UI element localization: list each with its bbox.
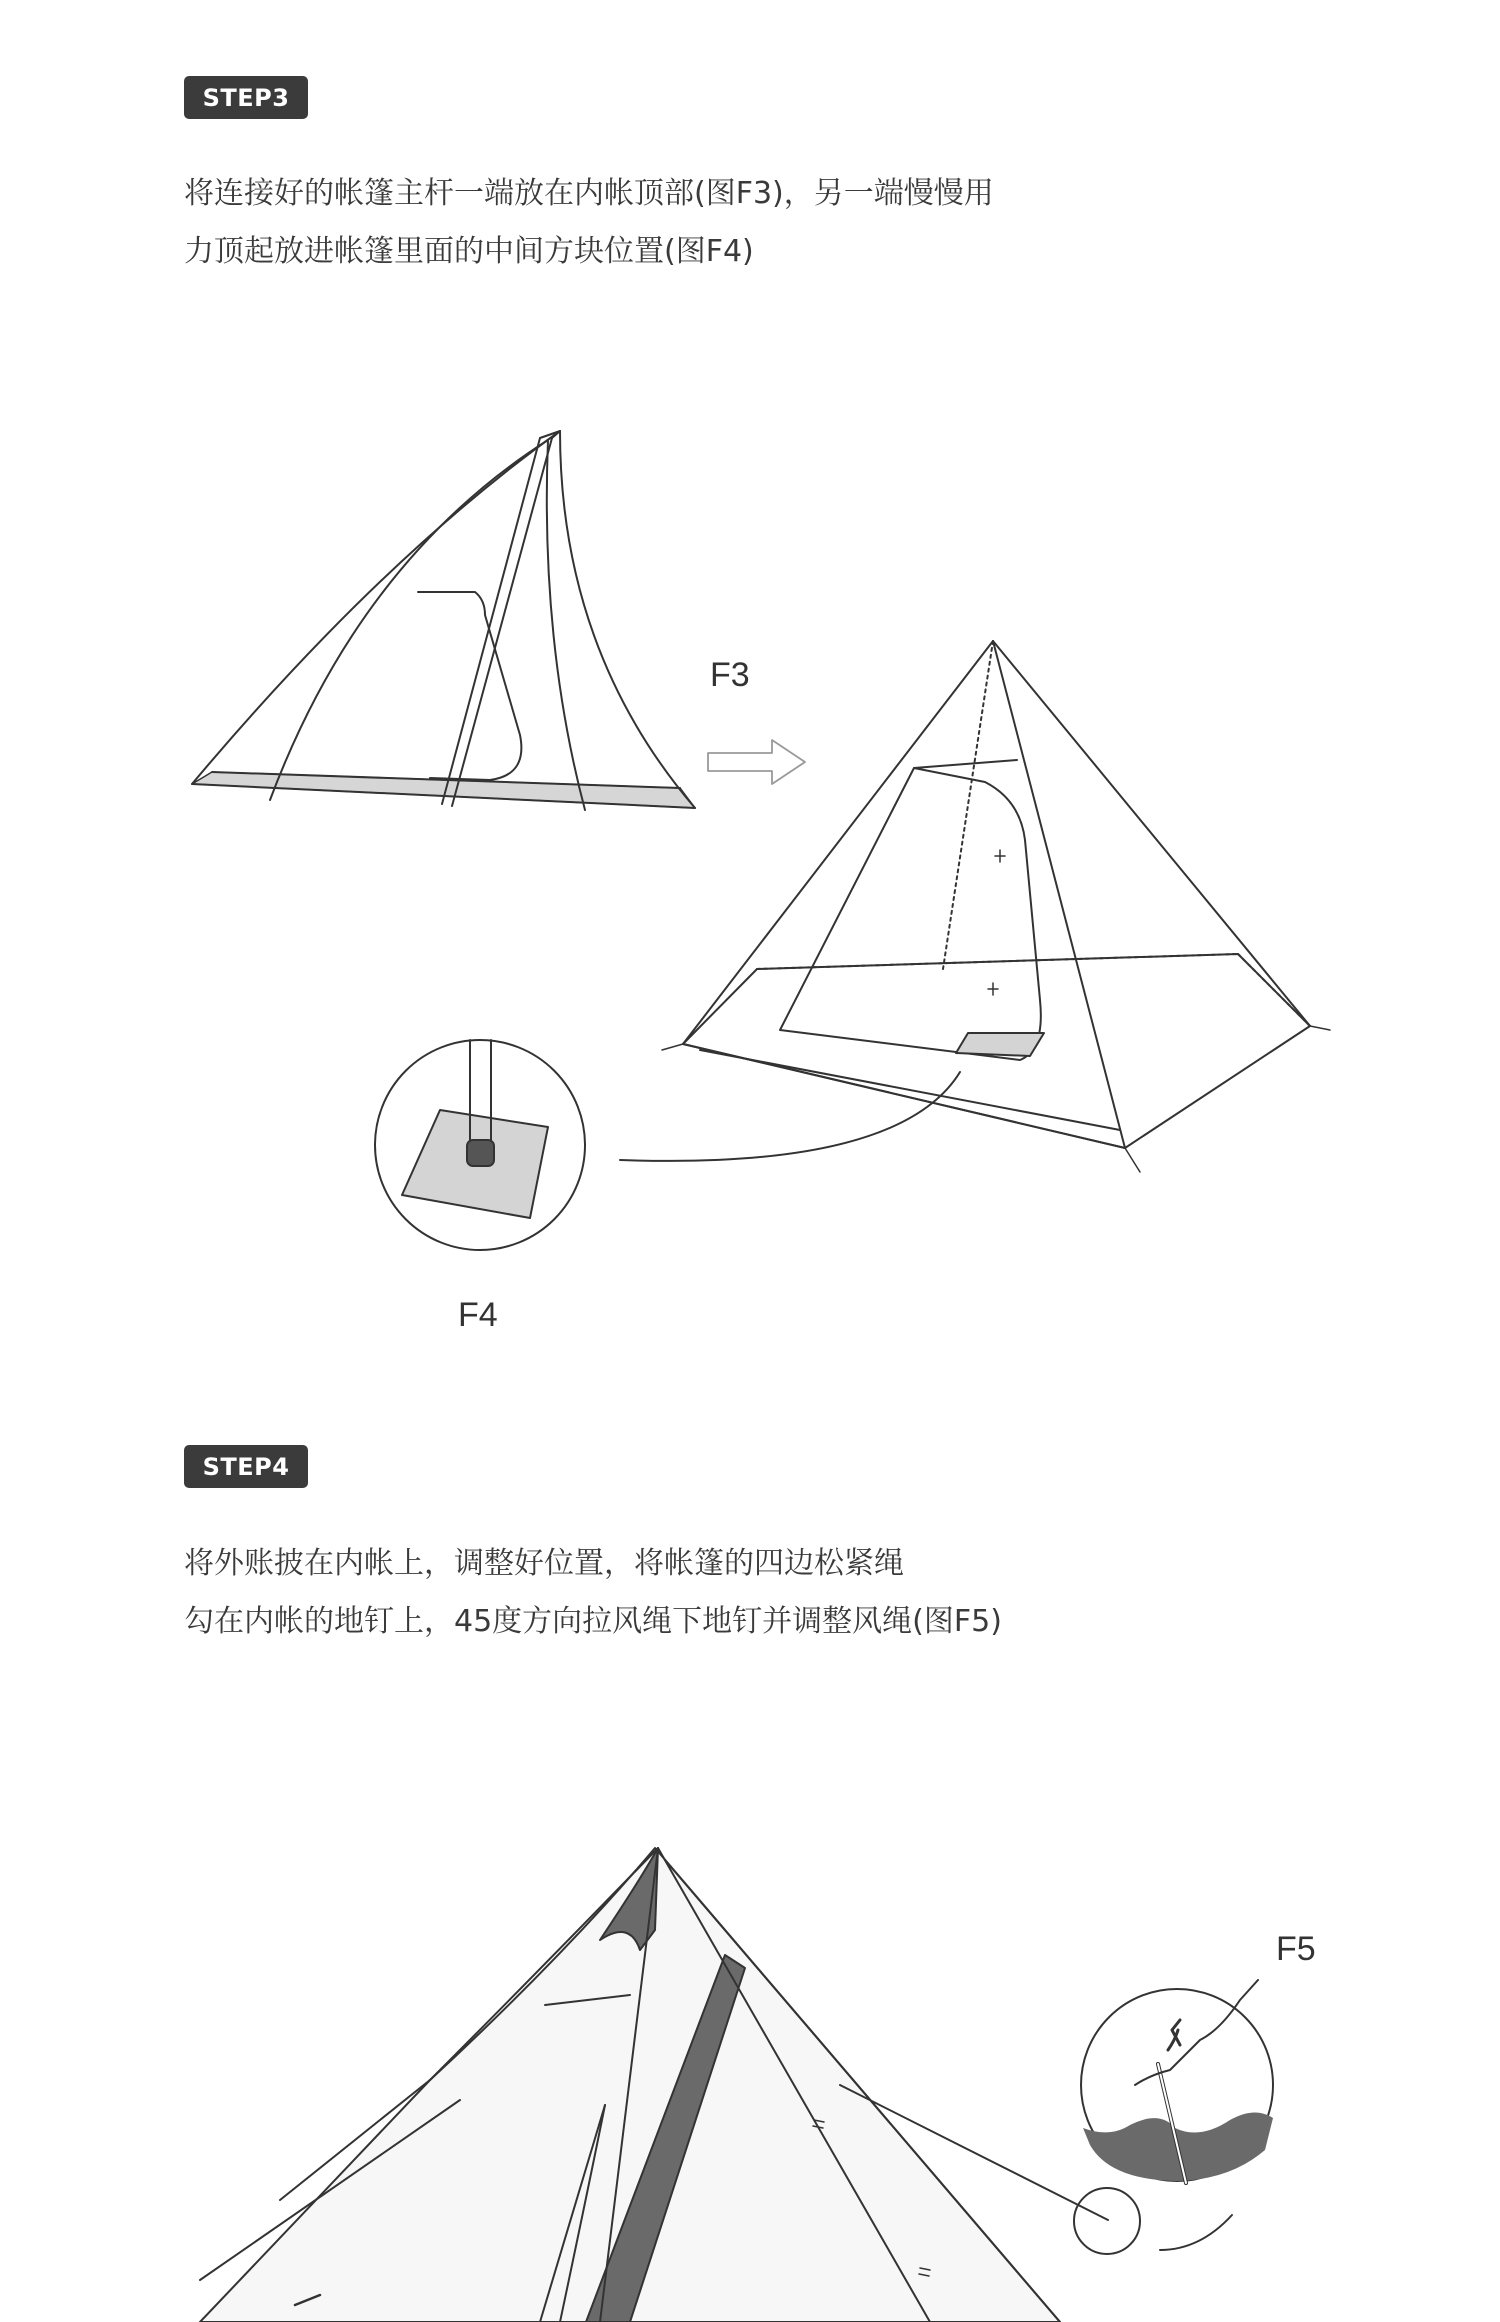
step3-badge: STEP3: [184, 76, 308, 119]
figure-label-f3: F3: [710, 656, 750, 694]
step4-badge: STEP4: [184, 1445, 308, 1488]
guy-rope-stake-detail-diagram: [1074, 1980, 1273, 2254]
step4-line-2: 勾在内帐的地钉上，45度方向拉风绳下地钉并调整风绳(图F5): [184, 1604, 1002, 1639]
outer-tent-diagram: [200, 1848, 1108, 2322]
step3-line-2: 力顶起放进帐篷里面的中间方块位置(图F4): [184, 234, 754, 269]
figure-label-f5: F5: [1276, 1930, 1316, 1968]
step4-line-1: 将外账披在内帐上，调整好位置，将帐篷的四边松紧绳: [184, 1546, 904, 1581]
step3-line-1: 将连接好的帐篷主杆一端放在内帐顶部(图F3)，另一端慢慢用: [184, 176, 994, 211]
figure-label-f4: F4: [458, 1296, 498, 1334]
